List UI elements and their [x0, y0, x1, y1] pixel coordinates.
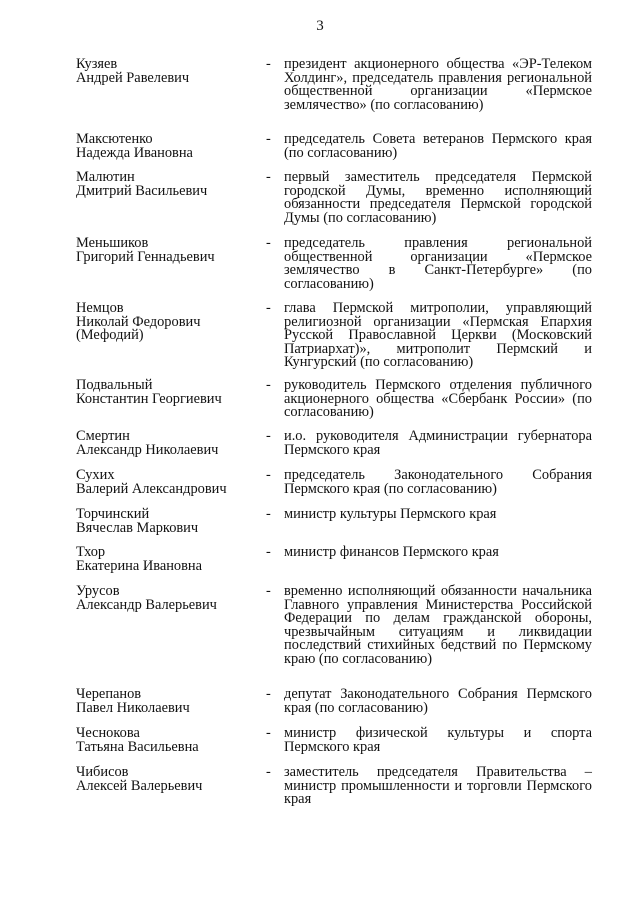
dash-separator: -: [266, 56, 271, 72]
surname: Смертин: [76, 428, 130, 444]
surname: Немцов: [76, 300, 124, 316]
person-name: [76, 133, 261, 160]
person-name: [76, 508, 261, 535]
given-names: Валерий Александрович: [76, 480, 227, 497]
dash-separator: -: [266, 467, 271, 483]
dash-separator: -: [266, 169, 271, 185]
dash-separator: -: [266, 583, 271, 599]
person-name: [76, 469, 261, 496]
surname: Черепанов: [76, 686, 142, 702]
position-description: министр финансов Пермского края: [284, 544, 499, 560]
position-description: председатель Законодательного Собрания Пермского края (по согласованию): [284, 467, 592, 497]
surname: Тхор: [76, 544, 106, 560]
dash-separator: -: [266, 725, 271, 741]
given-names: Екатерина Ивановна: [76, 557, 203, 574]
dash-separator: -: [266, 544, 271, 560]
dash-separator: -: [266, 428, 271, 444]
person-name: [76, 302, 261, 343]
surname: Кузяев: [76, 56, 118, 72]
person-name: [76, 585, 261, 612]
person-name: [76, 727, 261, 754]
position-description: президент акционерного общества «ЭР-Телеком Холдинг», председатель правления региональной общественной организации «Пермское землячество» (по согласованию): [284, 56, 592, 113]
given-names: Александр Валерьевич: [76, 596, 217, 613]
given-names: Григорий Геннадьевич: [76, 248, 215, 265]
given-names: Павел Николаевич: [76, 699, 190, 716]
position-description: заместитель председателя Правительства – министр промышленности и торговли Пермского края: [284, 764, 592, 808]
surname: Подвальный: [76, 377, 153, 393]
dash-separator: -: [266, 131, 271, 147]
given-names: Константин Георгиевич: [76, 390, 222, 407]
person-name: [76, 688, 261, 715]
surname: Урусов: [76, 583, 120, 599]
person-name: [76, 379, 261, 406]
given-names: Надежда Ивановна: [76, 144, 193, 161]
person-name: [76, 766, 261, 793]
position-description: глава Пермской митрополии, управляющий религиозной организации «Пермская Епархия Русской Православной Церкви (Московский Патриархат)», митрополит Пермский и Кунгурский (по согласованию): [284, 300, 592, 371]
dash-separator: -: [266, 235, 271, 251]
position-description: министр культуры Пермского края: [284, 506, 497, 522]
given-names: Татьяна Васильевна: [76, 738, 199, 755]
dash-separator: -: [266, 686, 271, 702]
position-description: министр физической культуры и спорта Пермского края: [284, 725, 592, 755]
position-description: депутат Законодательного Собрания Пермского края (по согласованию): [284, 686, 592, 716]
surname: Малютин: [76, 169, 135, 185]
surname: Чеснокова: [76, 725, 140, 741]
dash-separator: -: [266, 377, 271, 393]
position-description: председатель Совета ветеранов Пермского края (по согласованию): [284, 131, 592, 161]
dash-separator: -: [266, 300, 271, 316]
position-description: председатель правления региональной общественной организации «Пермское землячество в Санкт-Петербурге» (по согласованию): [284, 235, 592, 292]
position-description: руководитель Пермского отделения публичного акционерного общества «Сбербанк России» (по согласованию): [284, 377, 592, 421]
given-names: Николай Федорович: [76, 313, 201, 330]
dash-separator: -: [266, 506, 271, 522]
surname: Максютенко: [76, 131, 153, 147]
surname: Торчинский: [76, 506, 150, 522]
position-description: временно исполняющий обязанности начальника Главного управления Министерства Российской Федерации по делам гражданской обороны, чрезвычайным ситуациям и ликвидации последствий стихийных бедствий по Пермскому краю (по согласованию): [284, 583, 592, 667]
dash-separator: -: [266, 764, 271, 780]
person-name: [76, 171, 261, 198]
given-names: Алексей Валерьевич: [76, 777, 203, 794]
position-description: и.о. руководителя Администрации губернатора Пермского края: [284, 428, 592, 458]
surname: Сухих: [76, 467, 115, 483]
given-names: Андрей Равелевич: [76, 69, 190, 86]
page-number: 3: [316, 18, 324, 34]
person-name: [76, 430, 261, 457]
surname: Чибисов: [76, 764, 129, 780]
given-names: Александр Николаевич: [76, 441, 219, 458]
surname: Меньшиков: [76, 235, 149, 251]
position-description: первый заместитель председателя Пермской городской Думы, временно исполняющий обязанности председателя Пермской городской Думы (по согласованию): [284, 169, 592, 226]
given-names: Вячеслав Маркович: [76, 519, 199, 536]
person-name: [76, 237, 261, 264]
given-names: Дмитрий Васильевич: [76, 182, 208, 199]
monastic-name: (Мефодий): [76, 327, 144, 344]
person-name: [76, 58, 261, 85]
person-name: [76, 546, 261, 573]
